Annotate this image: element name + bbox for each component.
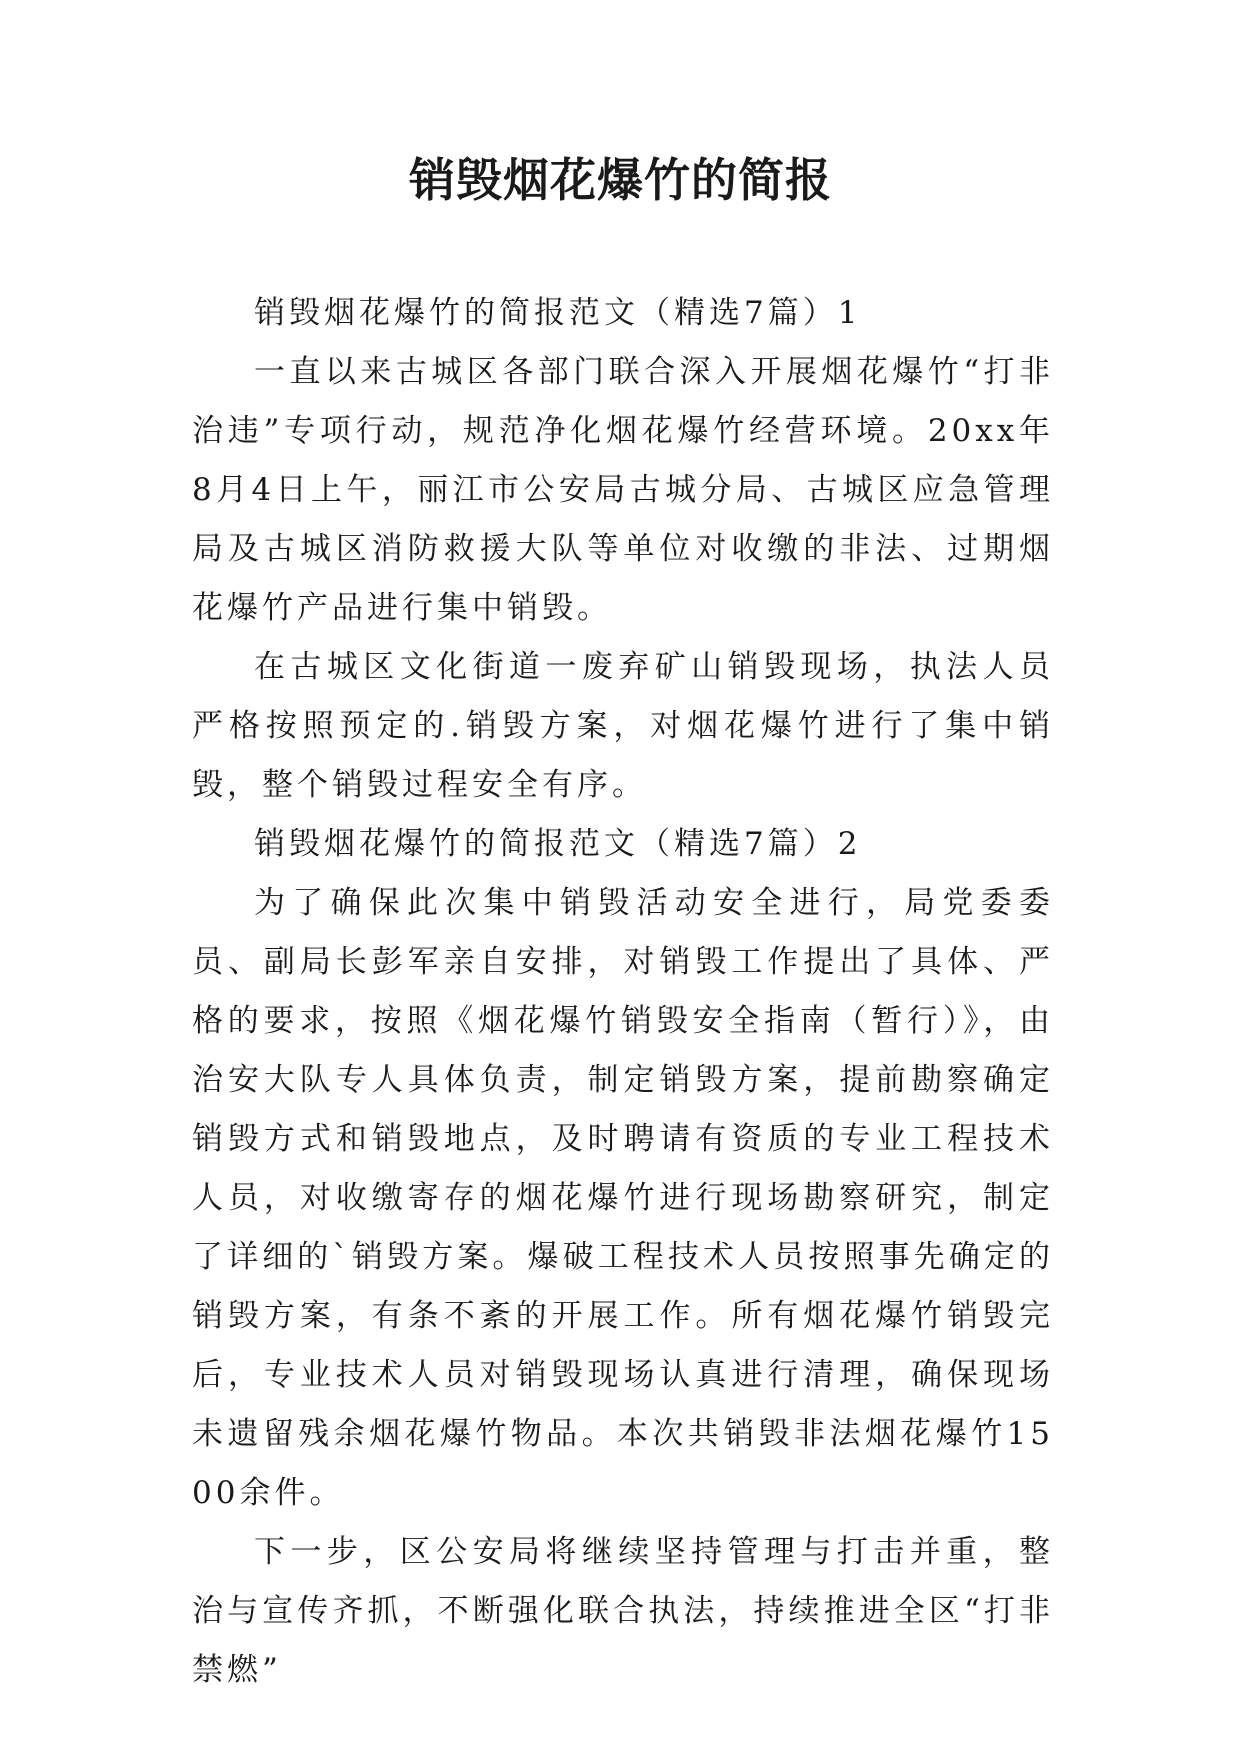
paragraph: 下一步，区公安局将继续坚持管理与打击并重，整治与宣传齐抓，不断强化联合执法，持续推进全区“打非禁燃” [192,1534,1054,1688]
section-heading-2: 销毁烟花爆竹的简报范文（精选7篇）2 [254,826,862,862]
paragraph: 为了确保此次集中销毁活动安全进行，局党委委员、副局长彭军亲自安排，对销毁工作提出了具体、严格的要求，按照《烟花爆竹销毁安全指南（暂行）》，由治安大队专人具体负责，制定销毁方案，提前勘察确定销毁方式和销毁地点，及时聘请有资质的专业工程技术人员，对收缴寄存的烟花爆竹进行现场勘察研究，制定了详细的`销毁方案。爆破工程技术人员按照事先确定的销毁方案，有条不紊的开展工作。所有烟花爆竹销毁完后，专业技术人员对销毁现场认真进行清理，确保现场未遗留残余烟花爆竹物品。本次共销毁非法烟花爆竹1500余件。 [192,885,1054,1511]
paragraph: 在古城区文化街道一废弃矿山销毁现场，执法人员严格按照预定的.销毁方案，对烟花爆竹进行了集中销毁，整个销毁过程安全有序。 [192,649,1054,803]
paragraph: 一直以来古城区各部门联合深入开展烟花爆竹“打非治违”专项行动，规范净化烟花爆竹经营环境。20xx年8月4日上午，丽江市公安局古城分局、古城区应急管理局及古城区消防救援大队等单位对收缴的非法、过期烟花爆竹产品进行集中销毁。 [192,354,1054,626]
document-title: 销毁烟花爆竹的简报 [409,153,832,207]
document-body [192,284,1054,1700]
section-heading-1: 销毁烟花爆竹的简报范文（精选7篇）1 [254,295,862,331]
